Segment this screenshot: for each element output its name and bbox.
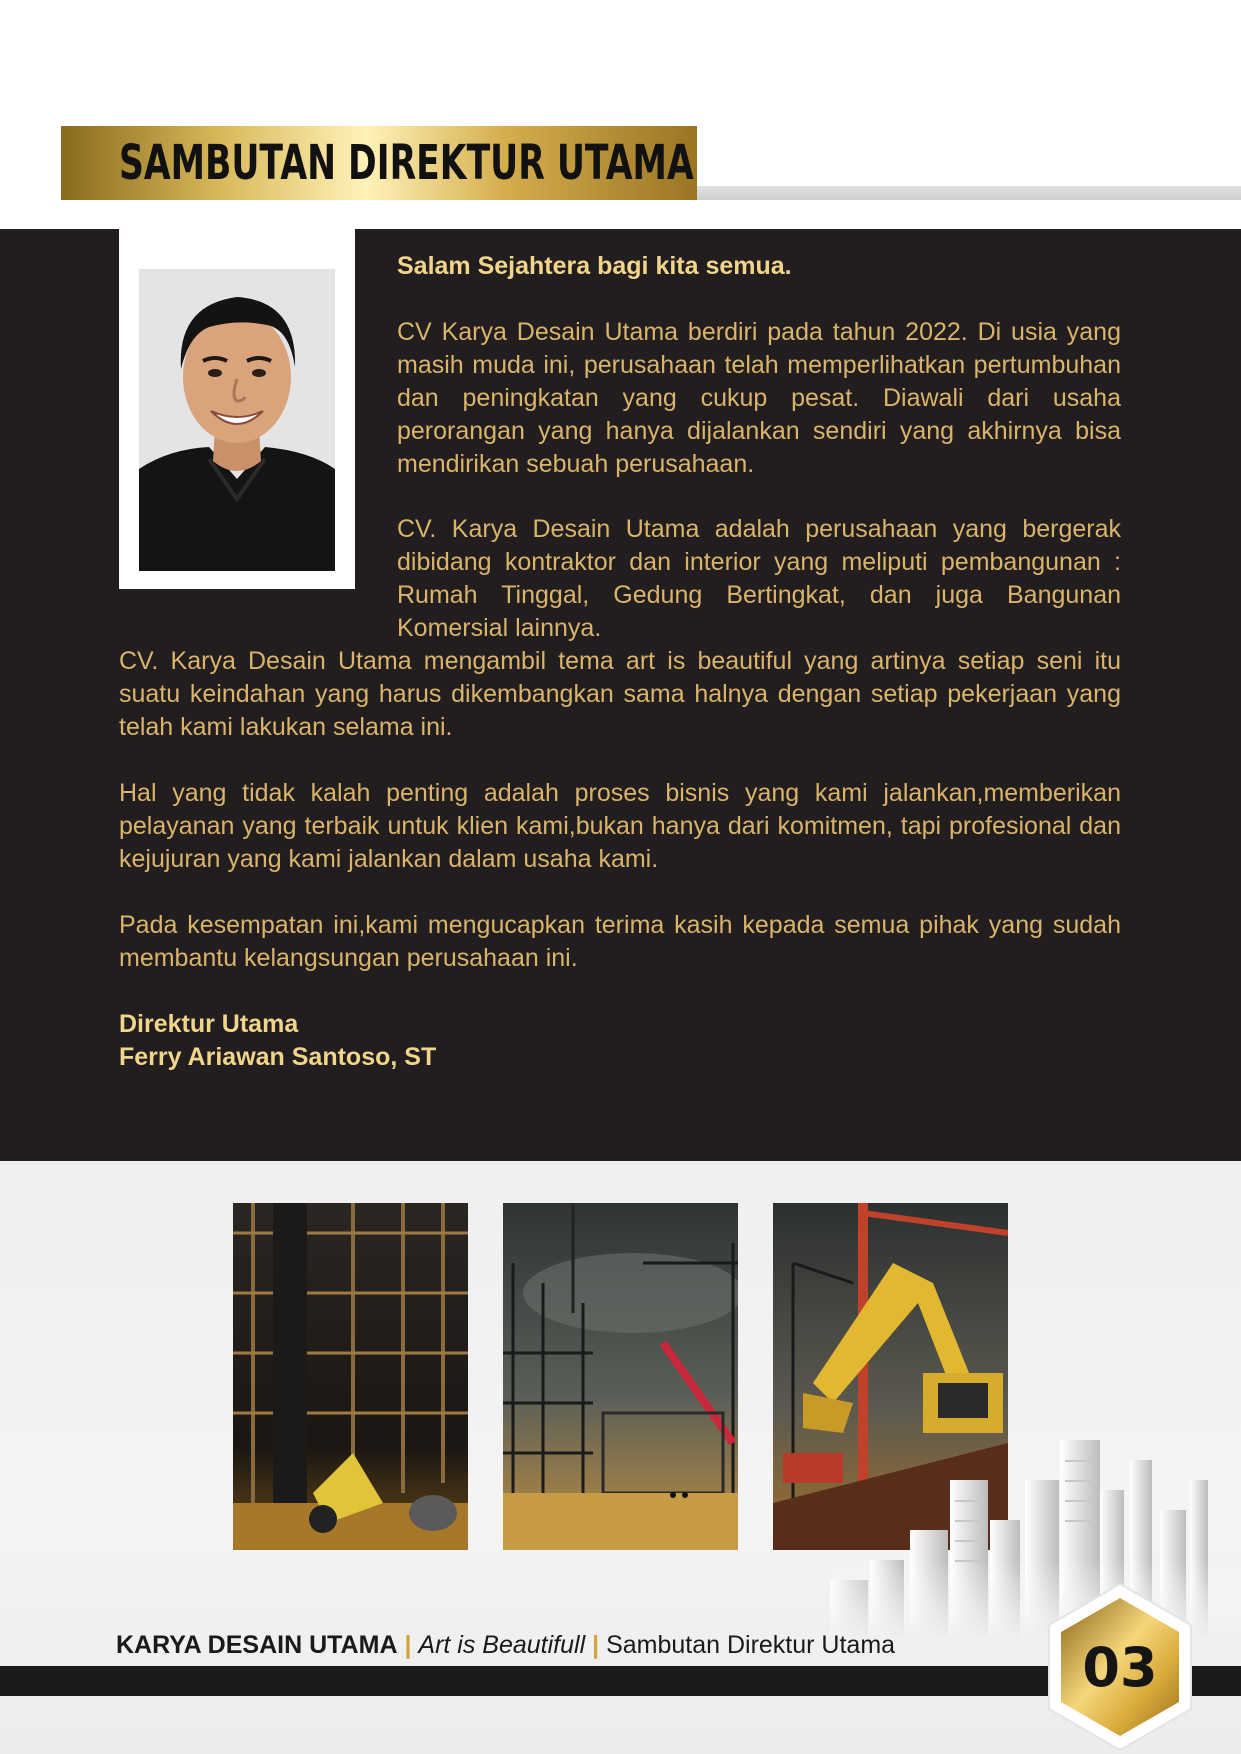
paragraph-1: CV Karya Desain Utama berdiri pada tahun 2022. Di usia yang masih muda ini, perusahaan telah memperlihatkan pertumbuhan dan peningkatan yang cukup pesat. Diawali dari usaha perorangan yang hanya dijalankan sendiri yang akhirnya bisa mendirikan sebuah perusahaan.: [397, 318, 1121, 478]
construction-photo-2: [503, 1203, 738, 1550]
footer-separator-2: |: [592, 1631, 600, 1659]
footer-caption: [116, 1629, 895, 1661]
signature-name: Ferry Ariawan Santoso, ST: [119, 1043, 437, 1071]
paragraph-3: CV. Karya Desain Utama mengambil tema art is beautiful yang artinya setiap seni itu suatu keindahan yang harus dikembangkan sama halnya dengan setiap pekerjaan yang telah kami lakukan selama ini.: [119, 647, 1121, 741]
page-title: SAMBUTAN DIREKTUR UTAMA: [119, 135, 694, 191]
footer-brand: KARYA DESAIN UTAMA: [116, 1631, 398, 1659]
signature: [119, 1008, 719, 1074]
director-photo: [139, 269, 335, 571]
footer-section: Sambutan Direktur Utama: [606, 1631, 896, 1659]
greeting-text: Salam Sejahtera bagi kita semua.: [397, 252, 792, 280]
paragraph-2: CV. Karya Desain Utama adalah perusahaan yang bergerak dibidang kontraktor dan interior yang meliputi pembangunan : Rumah Tinggal, Gedung Bertingkat, dan juga Bangunan Komersial lainnya.: [397, 515, 1121, 642]
construction-photo-1: [233, 1203, 468, 1550]
paragraph-5: Pada kesempatan ini,kami mengucapkan terima kasih kepada semua pihak yang sudah membantu kelangsungan perusahaan ini.: [119, 911, 1121, 972]
footer-tagline: Art is Beautifull: [418, 1631, 586, 1659]
footer-separator-1: |: [404, 1631, 412, 1659]
paragraph-4: Hal yang tidak kalah penting adalah proses bisnis yang kami jalankan,memberikan pelayanan yang terbaik untuk klien kami,bukan hanya dari komitmen, tapi profesional dan kejujuran yang kami jalankan dalam usaha kami.: [119, 779, 1121, 873]
signature-role: Direktur Utama: [119, 1010, 299, 1038]
page-number-badge: [1045, 1580, 1195, 1754]
page-number: 03: [1082, 1636, 1158, 1699]
title-underline: [697, 186, 1241, 200]
title-banner: [61, 126, 697, 200]
